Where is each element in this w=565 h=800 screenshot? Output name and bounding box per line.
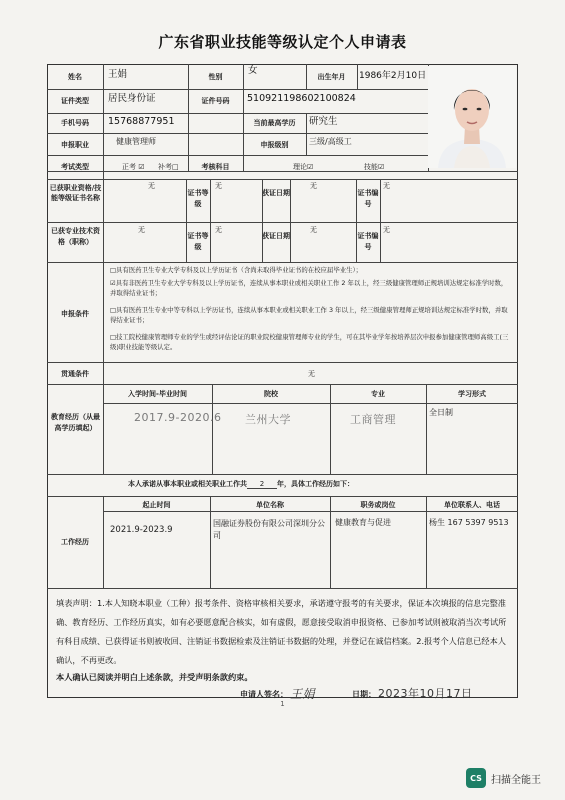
work-header-company: 单位名称 (256, 501, 284, 509)
applicant-photo (428, 66, 516, 168)
qualification-label: 已获职业资格/技能等级证书名称 (49, 184, 102, 202)
qualification-no-label: 证书编号 (357, 189, 379, 209)
penalty-value: 无 (308, 370, 315, 378)
title-date-value: 无 (310, 226, 317, 234)
id-type-label: 证件类型 (61, 97, 89, 105)
work-header-contact: 单位联系人、电话 (444, 501, 500, 509)
title-cert-value: 无 (215, 226, 222, 234)
occupation-label: 申报职业 (61, 141, 89, 149)
qualification-no-value: 无 (383, 182, 390, 190)
condition-option-4[interactable]: □技工院校健康管理师专业的学生或经评估论证的职业院校健康管理师专业的学生，可在其毕业学年按培养层次申报参加健康管理师高级工(三级)职业技能等级认定。 (110, 333, 509, 351)
signature-date: 2023年10月17日 (378, 687, 473, 700)
phone-value: 15768877951 (108, 116, 175, 127)
birth-value: 1986年2月10日 (359, 71, 427, 81)
condition-option-3[interactable]: □具有医药卫生专业中等专科以上学历证书，连续从事本职业或相关职业工作 3 年以上，经三级健康管理师正规培训达规定标准学时数，并取得结业证书； (110, 306, 508, 324)
education-level-value: 研究生 (309, 116, 338, 127)
edu-major-value: 工商管理 (350, 413, 396, 426)
education-level-label: 当前最高学历 (253, 119, 296, 127)
work-header-position: 职务或岗位 (360, 501, 396, 509)
qualification-date-label: 获证日期 (262, 189, 290, 197)
work-period-value: 2021.9-2023.9 (110, 525, 173, 535)
confirmation-text: 本人确认已阅读并明白上述条款，并受声明条款约束。 (56, 672, 253, 682)
work-company-value: 国融证券股份有限公司深圳分公司 (213, 519, 325, 540)
work-header-period: 起止时间 (142, 501, 171, 509)
condition-option-2[interactable]: ☑具有非医药卫生专业大学专科及以上学历证书，连续从事本职业或相关职业工作 2 年以上，经三级健康管理师正规培训达规定标准学时数，并取得结业证书； (110, 279, 508, 297)
signature-label: 申请人签名： (240, 690, 288, 699)
page-number: 1 (280, 700, 285, 708)
conditions-label: 申报条件 (61, 310, 89, 318)
camscanner-logo-icon: CS (466, 768, 486, 788)
commitment-text (128, 480, 354, 489)
edu-header-period: 入学时间-毕业时间 (128, 390, 187, 398)
scanner-app-name: 扫描全能王 (491, 774, 541, 786)
title-cert-label: 证书等级 (187, 232, 209, 252)
edu-header-major: 专业 (371, 390, 385, 398)
skill-checkbox[interactable]: 技能☑ (364, 163, 385, 171)
edu-school-value: 兰州大学 (245, 413, 291, 426)
gender-label: 性别 (208, 73, 223, 81)
id-number-label: 证件号码 (201, 97, 230, 105)
work-label: 工作经历 (61, 538, 89, 546)
occupation-value: 健康管理师 (116, 137, 156, 146)
title-qualification-label: 已获专业技术资格（职称） (51, 227, 100, 246)
edu-form-value: 全日制 (429, 408, 453, 417)
theory-checkbox[interactable]: 理论☑ (293, 163, 314, 171)
title-date-label: 获证日期 (262, 232, 290, 240)
edu-header-school: 院校 (264, 390, 278, 398)
edu-period-value: 2017.9-2020.6 (134, 411, 222, 424)
exam-makeup-checkbox[interactable]: 补考□ (158, 163, 179, 171)
title-no-label: 证书编号 (357, 232, 379, 252)
id-type-value: 居民身份证 (108, 93, 156, 104)
birth-label: 出生年月 (317, 73, 346, 81)
declaration-text: 填表声明：1.本人知晓本职业（工种）报考条件、资格审核相关要求，承诺遵守报考的有关要求，保证本次填报的信息完整准确、教育经历、工作经历真实，如有必要愿意配合核实，如有虚假，愿意接受取消申报资格、已参加考试则被取消当次考试所有科目成绩、已获得证书则被收回、注销证书数据检索及注销证书数据的处理，并登记在诚信档案。2.报考个人信息已经本人确认，不再更改。 (56, 598, 507, 665)
exam-type-label: 考试类型 (61, 163, 89, 171)
commitment-after: 年，具体工作经历如下： (277, 480, 354, 488)
gender-value: 女 (248, 65, 258, 76)
commitment-before: 本人承诺从事本职业或相关职业工作共 (128, 480, 247, 488)
title-no-value: 无 (383, 226, 390, 234)
exam-normal-checkbox[interactable]: 正考 ☑ (122, 163, 145, 171)
commitment-years: 2 (247, 480, 277, 489)
portrait-icon (428, 66, 516, 168)
level-value: 三级/高级工 (309, 137, 352, 146)
work-position-value: 健康教育与促进 (335, 518, 391, 527)
applicant-signature: 王娟 (290, 687, 316, 701)
penalty-label: 贯通条件 (61, 370, 89, 378)
title-qualification-value: 无 (138, 226, 145, 234)
qualification-cert-label: 证书等级 (187, 189, 209, 209)
name-value: 王娟 (108, 69, 128, 80)
qualification-value: 无 (148, 182, 155, 190)
form-title: 广东省职业技能等级认定个人申请表 (158, 33, 407, 51)
id-number-value: 510921198602100824 (247, 93, 356, 104)
name-label: 姓名 (68, 73, 82, 81)
education-label: 教育经历（从最高学历填起） (51, 413, 100, 433)
edu-header-form: 学习形式 (458, 390, 486, 398)
qualification-cert-value: 无 (215, 182, 222, 190)
qualification-date-value: 无 (310, 182, 317, 190)
condition-option-1[interactable]: □具有医药卫生专业大学专科及以上学历证书（含尚未取得毕业证书的在校应届毕业生）； (110, 266, 363, 274)
date-label: 日期： (352, 690, 376, 699)
work-contact-value: 杨生 167 5397 9513 (429, 518, 509, 527)
exam-subject-label: 考核科目 (201, 163, 230, 171)
phone-label: 手机号码 (61, 119, 89, 127)
scanner-watermark (466, 767, 541, 789)
level-label: 申报级别 (260, 141, 289, 149)
